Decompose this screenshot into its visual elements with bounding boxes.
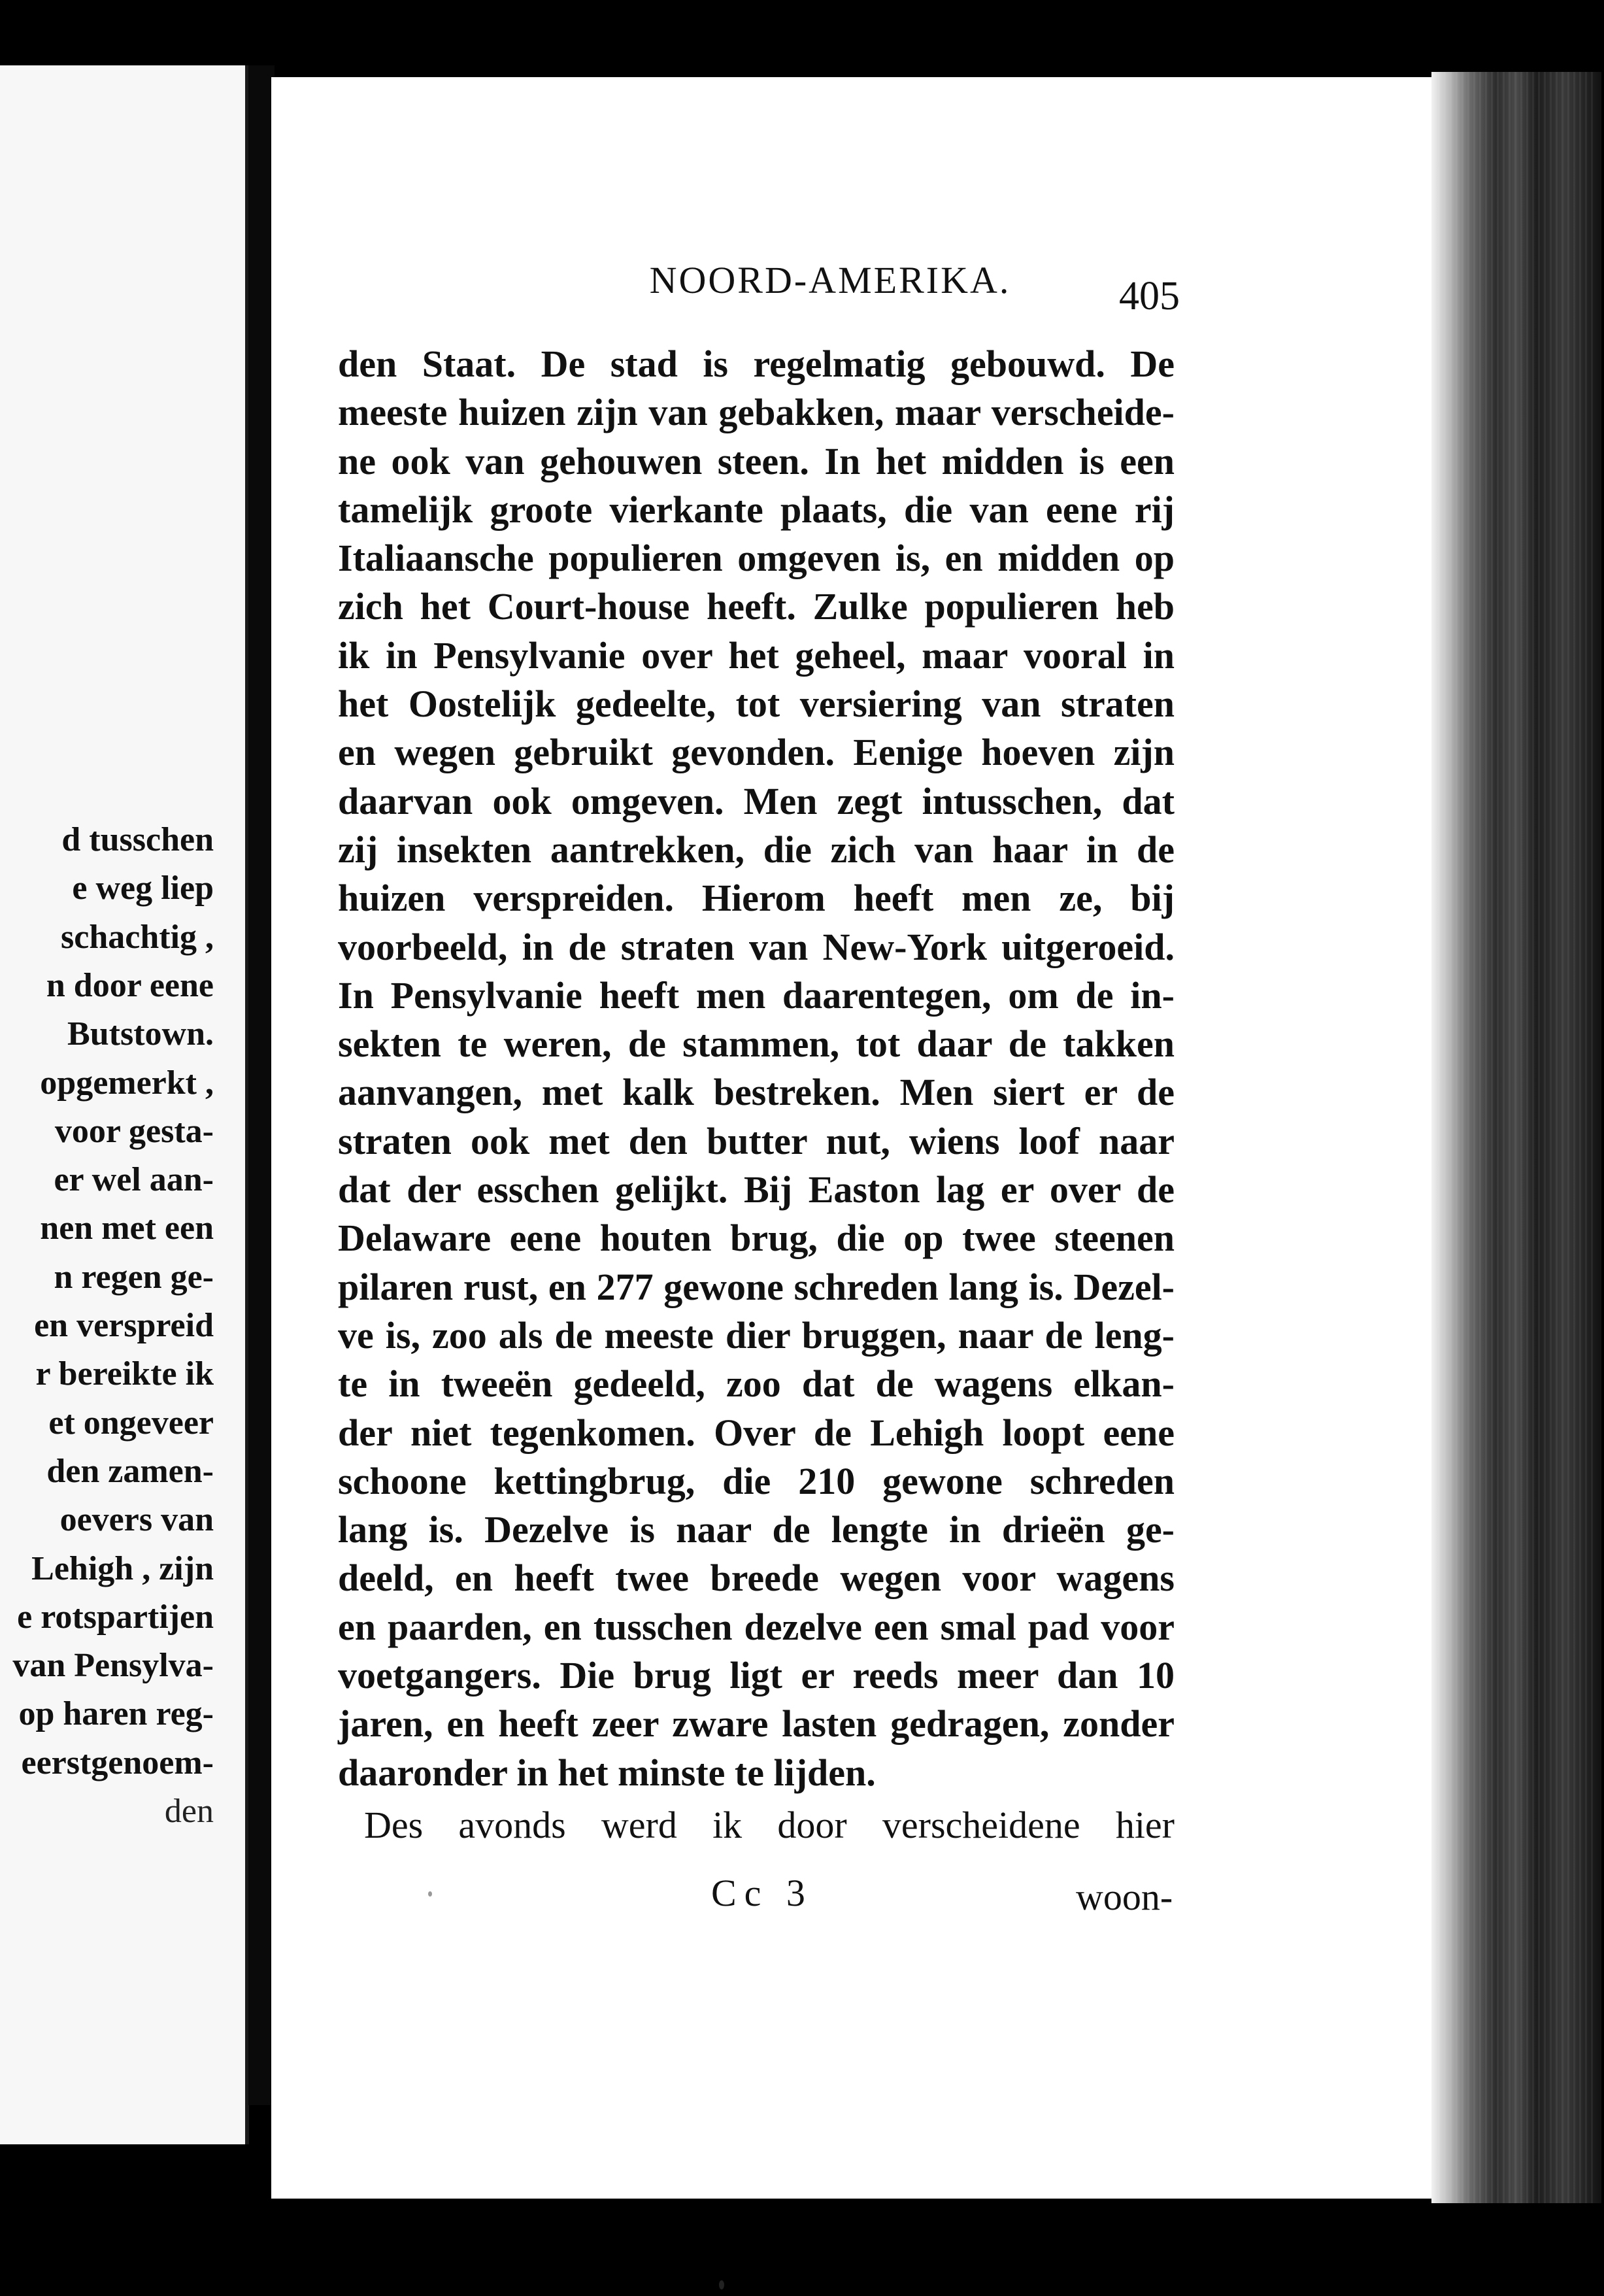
- text-line: en paarden, en tusschen dezelve een smal pad voor: [338, 1605, 1175, 1648]
- left-page-line: schachtig ,: [61, 918, 214, 956]
- text-line: voorbeeld, in de straten van New-York uitgeroeid.: [338, 925, 1175, 968]
- left-page-line: opgemerkt ,: [40, 1064, 214, 1102]
- text-line: dat der esschen gelijkt. Bij Easton lag er over de: [338, 1168, 1175, 1211]
- left-page-line: voor gesta-: [54, 1112, 214, 1150]
- left-page-line: van Pensylva-: [12, 1647, 214, 1685]
- running-head: NOORD-AMERIKA.: [649, 259, 1011, 301]
- text-line: sekten te weren, de stammen, tot daar de takken: [338, 1022, 1175, 1066]
- text-line: te in tweeën gedeeld, zoo dat de wagens elkan-: [338, 1362, 1175, 1406]
- text-line: meeste huizen zijn van gebakken, maar verscheide-: [338, 391, 1175, 434]
- text-line: huizen verspreiden. Hierom heeft men ze, bij: [338, 877, 1175, 920]
- left-page-line: r bereikte ik: [35, 1355, 214, 1393]
- text-line: Delaware eene houten brug, die op twee steenen: [338, 1217, 1175, 1260]
- text-line: daaronder in het minste te lijden.: [338, 1751, 876, 1794]
- left-page-line: er wel aan-: [54, 1161, 214, 1199]
- catchword: woon-: [1076, 1876, 1173, 1918]
- left-page-line: Lehigh , zijn: [31, 1549, 214, 1587]
- left-page: [0, 65, 249, 2144]
- text-line: schoone kettingbrug, die 210 gewone schreden: [338, 1459, 1175, 1502]
- text-line: voetgangers. Die brug ligt er reeds meer dan 10: [338, 1654, 1175, 1697]
- text-line: In Pensylvanie heeft men daarentegen, om de in-: [338, 973, 1175, 1017]
- text-line: ik in Pensylvanie over het geheel, maar vooral in: [338, 633, 1175, 677]
- text-line: tamelijk groote vierkante plaats, die van eene rij: [338, 488, 1175, 531]
- text-line: pilaren rust, en 277 gewone schreden lang is. Dezel-: [338, 1265, 1175, 1308]
- left-page-line: oevers van: [59, 1501, 214, 1539]
- text-line: daarvan ook omgeven. Men zegt intusschen, dat: [338, 779, 1175, 822]
- left-page-line: en verspreid: [34, 1307, 214, 1344]
- left-page-line: op haren reg-: [18, 1695, 214, 1733]
- left-page-line: Butstown.: [67, 1015, 214, 1053]
- book-gutter: [248, 65, 275, 2105]
- text-line: Des avonds werd ik door verscheidene hier: [364, 1803, 1175, 1846]
- dust-speck: [428, 1891, 432, 1897]
- dust-speck: [719, 2280, 724, 2289]
- text-line: ve is, zoo als de meeste dier bruggen, naar de leng-: [338, 1313, 1175, 1357]
- text-line: zich het Court-house heeft. Zulke populieren heb: [338, 585, 1175, 628]
- body-text: [338, 340, 1175, 1849]
- text-line: zij insekten aantrekken, die zich van haar in de: [338, 828, 1175, 871]
- left-page-line: e rotspartijen: [17, 1598, 214, 1636]
- left-page-line: den: [164, 1793, 214, 1830]
- text-line: straten ook met den butter nut, wiens loof naar: [338, 1119, 1175, 1162]
- text-line: lang is. Dezelve is naar de lengte in drieën ge-: [338, 1508, 1175, 1551]
- text-line: en wegen gebruikt gevonden. Eenige hoeven zijn: [338, 731, 1175, 774]
- left-page-line: eerstgenoem-: [21, 1744, 214, 1781]
- left-page-line: den zamen-: [46, 1452, 214, 1490]
- left-page-line: nen met een: [40, 1209, 214, 1247]
- text-line: het Oostelijk gedeelte, tot versiering van straten: [338, 683, 1175, 726]
- left-page-line: n door eene: [46, 966, 214, 1004]
- text-line: jaren, en heeft zeer zware lasten gedragen, zonder: [338, 1702, 1175, 1746]
- text-line: ne ook van gehouwen steen. In het midden is een: [338, 439, 1175, 482]
- left-page-line: e weg liep: [72, 869, 214, 907]
- text-line: deeld, en heeft twee breede wegen voor wagens: [338, 1557, 1175, 1600]
- text-line: der niet tegenkomen. Over de Lehigh loopt eene: [338, 1411, 1175, 1454]
- page-number: 405: [1119, 274, 1180, 318]
- signature-mark: Cc 3: [711, 1872, 813, 1914]
- text-line: aanvangen, met kalk bestreken. Men siert er de: [338, 1071, 1175, 1114]
- page-edge-texture: [1438, 72, 1595, 2203]
- left-page-line: d tusschen: [61, 821, 214, 858]
- text-line: den Staat. De stad is regelmatig gebouwd. De: [338, 343, 1175, 385]
- left-page-line: et ongeveer: [48, 1404, 214, 1442]
- left-page-line: n regen ge-: [54, 1258, 214, 1296]
- text-line: Italiaansche populieren omgeven is, en midden op: [338, 537, 1175, 580]
